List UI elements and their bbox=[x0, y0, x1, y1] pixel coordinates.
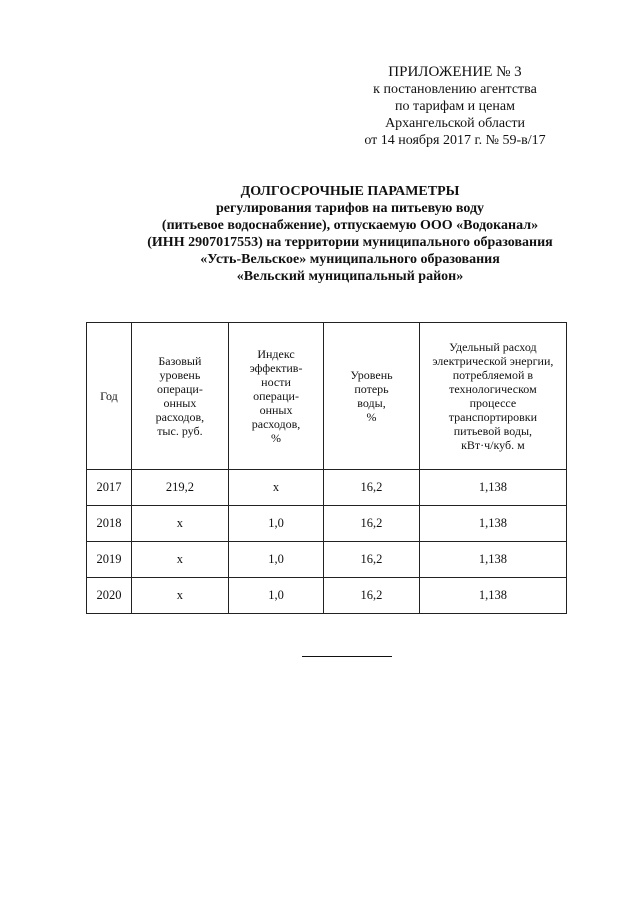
title-line-5: «Усть-Вельское» муниципального образования bbox=[200, 252, 500, 267]
cell-base-costs: х bbox=[131, 542, 228, 578]
cell-energy-consumption: 1,138 bbox=[419, 578, 566, 614]
header-line: электрической энергии, bbox=[432, 354, 554, 368]
appendix-heading: ПРИЛОЖЕНИЕ № 3 bbox=[388, 64, 522, 80]
header-line: уровень bbox=[159, 368, 201, 382]
header-line: онных bbox=[259, 403, 293, 417]
header-line: Базовый bbox=[158, 354, 202, 368]
table-row bbox=[87, 578, 567, 614]
appendix-block bbox=[355, 64, 555, 149]
header-line: тыс. руб. bbox=[157, 424, 203, 438]
appendix-line-3: Архангельской области bbox=[385, 116, 525, 131]
header-line: Год bbox=[100, 389, 118, 403]
header-row bbox=[87, 323, 567, 470]
header-line: операци- bbox=[156, 382, 203, 396]
header-line: расходов, bbox=[251, 417, 301, 431]
header-line: онных bbox=[163, 396, 197, 410]
appendix-line-4: от 14 ноября 2017 г. № 59-в/17 bbox=[364, 133, 546, 148]
title-line-3: (питьевое водоснабжение), отпускаемую ООО «Водоканал» bbox=[161, 218, 539, 233]
header-line: процессе bbox=[469, 396, 517, 410]
title-line-6: «Вельский муниципальный район» bbox=[236, 269, 464, 284]
cell-base-costs: х bbox=[131, 578, 228, 614]
cell-efficiency-index: 1,0 bbox=[228, 578, 323, 614]
header-line: эффектив- bbox=[249, 361, 303, 375]
cell-water-loss: 16,2 bbox=[324, 578, 420, 614]
appendix-line-2: по тарифам и ценам bbox=[395, 99, 515, 114]
header-water-loss bbox=[324, 323, 420, 470]
cell-energy-consumption: 1,138 bbox=[419, 542, 566, 578]
cell-water-loss: 16,2 bbox=[324, 506, 420, 542]
cell-year: 2020 bbox=[87, 578, 132, 614]
cell-base-costs: х bbox=[131, 506, 228, 542]
table-row bbox=[87, 542, 567, 578]
cell-water-loss: 16,2 bbox=[324, 542, 420, 578]
document-title bbox=[95, 183, 605, 285]
header-line: Уровень bbox=[350, 368, 393, 382]
end-divider bbox=[302, 656, 392, 657]
header-line: транспортировки bbox=[448, 410, 538, 424]
header-line: потребляемой в bbox=[452, 368, 534, 382]
cell-year: 2017 bbox=[87, 470, 132, 506]
cell-efficiency-index: х bbox=[228, 470, 323, 506]
title-line-2: регулирования тарифов на питьевую воду bbox=[215, 201, 485, 216]
header-line: воды, bbox=[357, 396, 386, 410]
cell-energy-consumption: 1,138 bbox=[419, 506, 566, 542]
cell-year: 2018 bbox=[87, 506, 132, 542]
parameters-table bbox=[86, 322, 567, 614]
header-efficiency-index bbox=[228, 323, 323, 470]
table-row bbox=[87, 506, 567, 542]
appendix-line-1: к постановлению агентства bbox=[373, 82, 537, 97]
header-line: Удельный расход bbox=[449, 340, 537, 354]
header-line: % bbox=[271, 431, 282, 445]
cell-year: 2019 bbox=[87, 542, 132, 578]
header-line: % bbox=[366, 410, 377, 424]
cell-energy-consumption: 1,138 bbox=[419, 470, 566, 506]
title-line-4: (ИНН 2907017553) на территории муниципального образования bbox=[147, 235, 553, 250]
header-line: расходов, bbox=[155, 410, 205, 424]
table-row bbox=[87, 470, 567, 506]
title-line-1: ДОЛГОСРОЧНЫЕ ПАРАМЕТРЫ bbox=[240, 184, 460, 199]
cell-water-loss: 16,2 bbox=[324, 470, 420, 506]
table-body bbox=[87, 470, 567, 614]
header-line: кВт·ч/куб. м bbox=[461, 438, 525, 452]
cell-base-costs: 219,2 bbox=[131, 470, 228, 506]
header-line: операци- bbox=[253, 389, 299, 403]
header-line: ности bbox=[261, 375, 291, 389]
table-header bbox=[87, 323, 567, 470]
header-line: технологическом bbox=[449, 382, 537, 396]
header-line: питьевой воды, bbox=[453, 424, 533, 438]
header-year bbox=[87, 323, 132, 470]
header-line: Индекс bbox=[257, 347, 295, 361]
cell-efficiency-index: 1,0 bbox=[228, 506, 323, 542]
header-base-costs bbox=[131, 323, 228, 470]
header-line: потерь bbox=[354, 382, 389, 396]
header-energy-consumption bbox=[419, 323, 566, 470]
cell-efficiency-index: 1,0 bbox=[228, 542, 323, 578]
